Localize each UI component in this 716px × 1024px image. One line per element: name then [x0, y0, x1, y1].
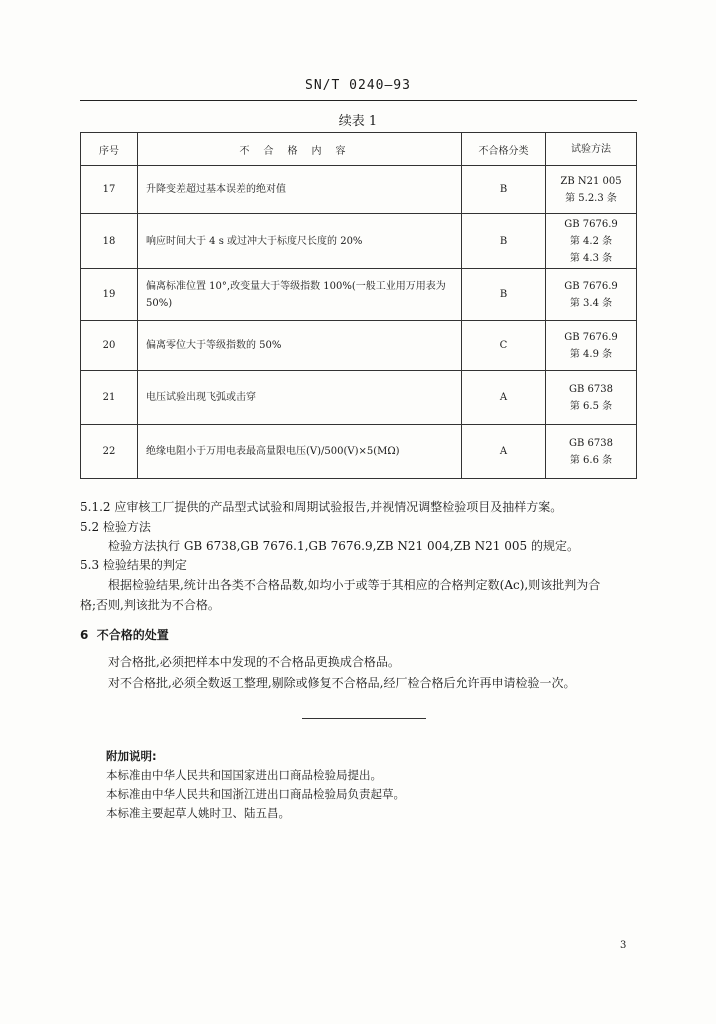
table-row	[81, 214, 637, 269]
row-method	[546, 214, 637, 269]
clause-5-3-text-line1: 根据检验结果,统计出各类不合格品数,如均小于或等于其相应的合格判定数(Ac),则该批判为合	[108, 578, 601, 592]
row-no: 22	[81, 425, 138, 479]
method-line: GB 7676.9	[564, 280, 618, 292]
row-class: B	[462, 214, 546, 269]
method-line: GB 6738	[569, 437, 613, 449]
section-number: 6	[80, 628, 89, 642]
table-row	[81, 425, 637, 479]
method-line: 第 4.9 条	[569, 348, 613, 360]
row-method	[546, 269, 637, 321]
row-no: 20	[81, 321, 138, 371]
method-line: 第 6.6 条	[569, 454, 613, 466]
row-content: 升降变差超过基本误差的绝对值	[138, 166, 462, 214]
row-class: C	[462, 321, 546, 371]
method-line: 第 4.3 条	[569, 252, 613, 264]
row-method	[546, 371, 637, 425]
clause-5-2-text: 检验方法执行 GB 6738,GB 7676.1,GB 7676.9,ZB N21 004,ZB N21 005 的规定。	[108, 539, 579, 553]
clause-text: 应审核工厂提供的产品型式试验和周期试验报告,并视情况调整检验项目及抽样方案。	[114, 500, 563, 514]
clause-title: 检验结果的判定	[102, 558, 187, 572]
appendix-note	[106, 747, 405, 823]
appendix-title: 附加说明:	[106, 749, 157, 763]
row-class: B	[462, 269, 546, 321]
row-no: 18	[81, 214, 138, 269]
row-no: 21	[81, 371, 138, 425]
appendix-line: 本标准由中华人民共和国国家进出口商品检验局提出。	[106, 768, 382, 782]
table-row	[81, 321, 637, 371]
table-row	[81, 166, 637, 214]
clause-5-3-heading	[80, 556, 640, 575]
row-method	[546, 321, 637, 371]
method-line: GB 7676.9	[564, 331, 618, 343]
appendix-line: 本标准由中华人民共和国浙江进出口商品检验局负责起草。	[106, 787, 405, 801]
row-method	[546, 425, 637, 479]
section-6-text-line1: 对合格批,必须把样本中发现的不合格品更换成合格品。	[108, 655, 400, 669]
table-row	[81, 371, 637, 425]
table-row	[81, 269, 637, 321]
defect-classification-table	[80, 132, 637, 479]
table-caption: 续表 1	[338, 114, 378, 129]
header-rule	[80, 100, 637, 101]
header-method: 试验方法	[546, 133, 637, 166]
clause-title: 检验方法	[102, 520, 151, 534]
page-number: 3	[620, 940, 627, 951]
clause-number: 5.2	[80, 520, 100, 534]
row-content: 偏离零位大于等级指数的 50%	[138, 321, 462, 371]
table-header-row	[81, 133, 637, 166]
clause-5-2-heading	[80, 518, 640, 537]
row-method	[546, 166, 637, 214]
row-class: B	[462, 166, 546, 214]
method-line: 第 6.5 条	[569, 400, 613, 412]
header-content: 不合格内容	[138, 133, 462, 166]
method-line: GB 6738	[569, 383, 613, 395]
row-content: 电压试验出现飞弧或击穿	[138, 371, 462, 425]
document-code: SN/T 0240—93	[305, 78, 411, 93]
method-line: ZB N21 005	[560, 175, 622, 187]
section-divider	[302, 718, 426, 719]
appendix-line: 本标准主要起草人姚时卫、陆五昌。	[106, 806, 290, 820]
section-6-text-line2: 对不合格批,必须全数返工整理,剔除或修复不合格品,经厂检合格后允许再申请检验一次。	[108, 676, 576, 690]
clause-5-3-text-line2: 格;否则,判该批为不合格。	[80, 598, 220, 612]
row-no: 19	[81, 269, 138, 321]
row-class: A	[462, 371, 546, 425]
method-line: 第 3.4 条	[569, 297, 613, 309]
method-line: 第 5.2.3 条	[565, 192, 617, 204]
section-title: 不合格的处置	[96, 628, 169, 642]
clause-number: 5.1.2	[80, 500, 111, 514]
clause-5-1-2	[80, 498, 640, 517]
row-class: A	[462, 425, 546, 479]
header-no: 序号	[81, 133, 138, 166]
method-line: GB 7676.9	[564, 218, 618, 230]
row-content: 偏离标准位置 10°,改变量大于等级指数 100%(一般工业用万用表为 50%)	[138, 269, 462, 321]
section-6-heading	[80, 626, 640, 645]
header-class: 不合格分类	[462, 133, 546, 166]
clause-number: 5.3	[80, 558, 100, 572]
row-no: 17	[81, 166, 138, 214]
row-content: 响应时间大于 4 s 或过冲大于标度尺长度的 20%	[138, 214, 462, 269]
row-content: 绝缘电阻小于万用电表最高量限电压(V)/500(V)×5(MΩ)	[138, 425, 462, 479]
method-line: 第 4.2 条	[569, 235, 613, 247]
